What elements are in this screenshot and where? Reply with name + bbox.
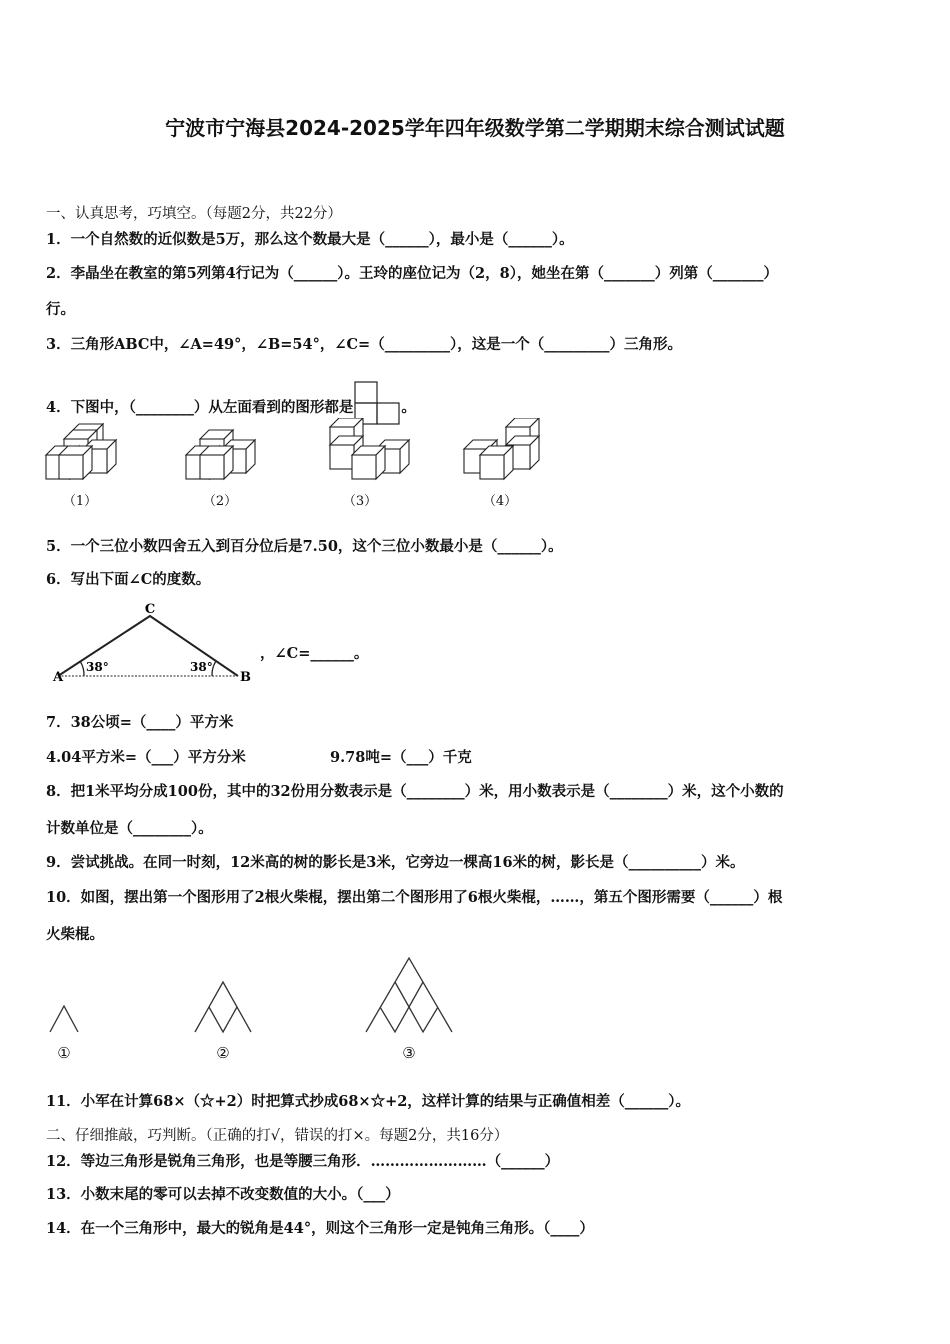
matchstick-figures	[40, 950, 470, 1040]
question-10-cont: 火柴棍。	[46, 926, 104, 943]
cube-figure-2	[186, 430, 255, 479]
question-3: 3．三角形ABC中，∠A=49°，∠B=54°，∠C=（_________），这是一个（_________）三角形。	[46, 336, 682, 353]
question-8: 8．把1米平均分成100份，其中的32份用分数表示是（________）米，用小数表示是（________）米，这个小数的	[46, 783, 784, 800]
question-10: 10．如图，摆出第一个图形用了2根火柴棍，摆出第二个图形用了6根火柴棍，……，第五个图形需要（______）根	[46, 889, 783, 906]
angle-a-label: 38°	[86, 660, 109, 674]
vertex-b-label: B	[240, 670, 251, 685]
cube-label-2: （2）	[202, 494, 238, 509]
question-4-text: 4．下图中，（________）从左面看到的图形都是	[46, 399, 354, 416]
matchstick-label-1: ①	[57, 1044, 71, 1062]
question-13: 13．小数末尾的零可以去掉不改变数值的大小。（___）	[46, 1186, 400, 1203]
question-14: 14．在一个三角形中，最大的锐角是44°，则这个三角形一定是钝角三角形。（____）	[46, 1220, 594, 1237]
question-7a: 7．38公顷=（____）平方米	[46, 714, 234, 731]
vertex-c-label: C	[144, 602, 156, 617]
cube-figure-1	[46, 424, 116, 479]
matchstick-label-3: ③	[402, 1044, 416, 1062]
vertex-a-label: A	[53, 670, 64, 685]
question-12: 12．等边三角形是锐角三角形，也是等腰三角形．……………………（______）	[46, 1153, 560, 1170]
cube-label-3: （3）	[342, 494, 378, 509]
angle-b-label: 38°	[190, 660, 213, 674]
question-1: 1．一个自然数的近似数是5万，那么这个数最大是（______），最小是（______）。	[46, 231, 574, 248]
question-4-end: 。	[401, 399, 416, 416]
question-7c: 9.78吨=（___）千克	[330, 749, 472, 766]
page-title: 宁波市宁海县2024-2025学年四年级数学第二学期期末综合测试试题	[165, 116, 785, 140]
triangle-abc-figure	[46, 598, 260, 690]
section2-heading: 二、仔细推敲，巧判断。（正确的打√，错误的打×。每题2分，共16分）	[46, 1128, 509, 1144]
cube-label-1: （1）	[62, 494, 98, 509]
question-2-cont: 行。	[46, 301, 75, 318]
cube-figure-3	[330, 418, 409, 479]
question-6: 6．写出下面∠C的度数。	[46, 571, 211, 588]
question-6-answer: ，∠C=______。	[260, 645, 369, 662]
question-11: 11．小军在计算68×（☆+2）时把算式抄成68×☆+2，这样计算的结果与正确值相差（______）。	[46, 1093, 691, 1110]
matchstick-figure-2	[195, 982, 251, 1032]
question-5: 5．一个三位小数四舍五入到百分位后是7.50，这个三位小数最小是（______）。	[46, 538, 563, 555]
question-2: 2．李晶坐在教室的第5列第4行记为（______）。王玲的座位记为（2，8），她坐在第（_______）列第（_______）	[46, 265, 778, 282]
matchstick-label-2: ②	[216, 1044, 230, 1062]
question-8-cont: 计数单位是（________）。	[46, 820, 213, 837]
cube-figures	[40, 418, 560, 482]
section1-heading: 一、认真思考，巧填空。（每题2分，共22分）	[46, 206, 342, 222]
matchstick-figure-3	[366, 958, 452, 1032]
matchstick-figure-1	[50, 1006, 78, 1032]
cube-figure-4	[464, 418, 539, 479]
cube-label-4: （4）	[482, 494, 518, 509]
question-9: 9．尝试挑战。在同一时刻，12米高的树的影长是3米，它旁边一棵高16米的树，影长是（__________）米。	[46, 854, 745, 871]
question-7b: 4.04平方米=（___）平方分米	[46, 749, 246, 766]
